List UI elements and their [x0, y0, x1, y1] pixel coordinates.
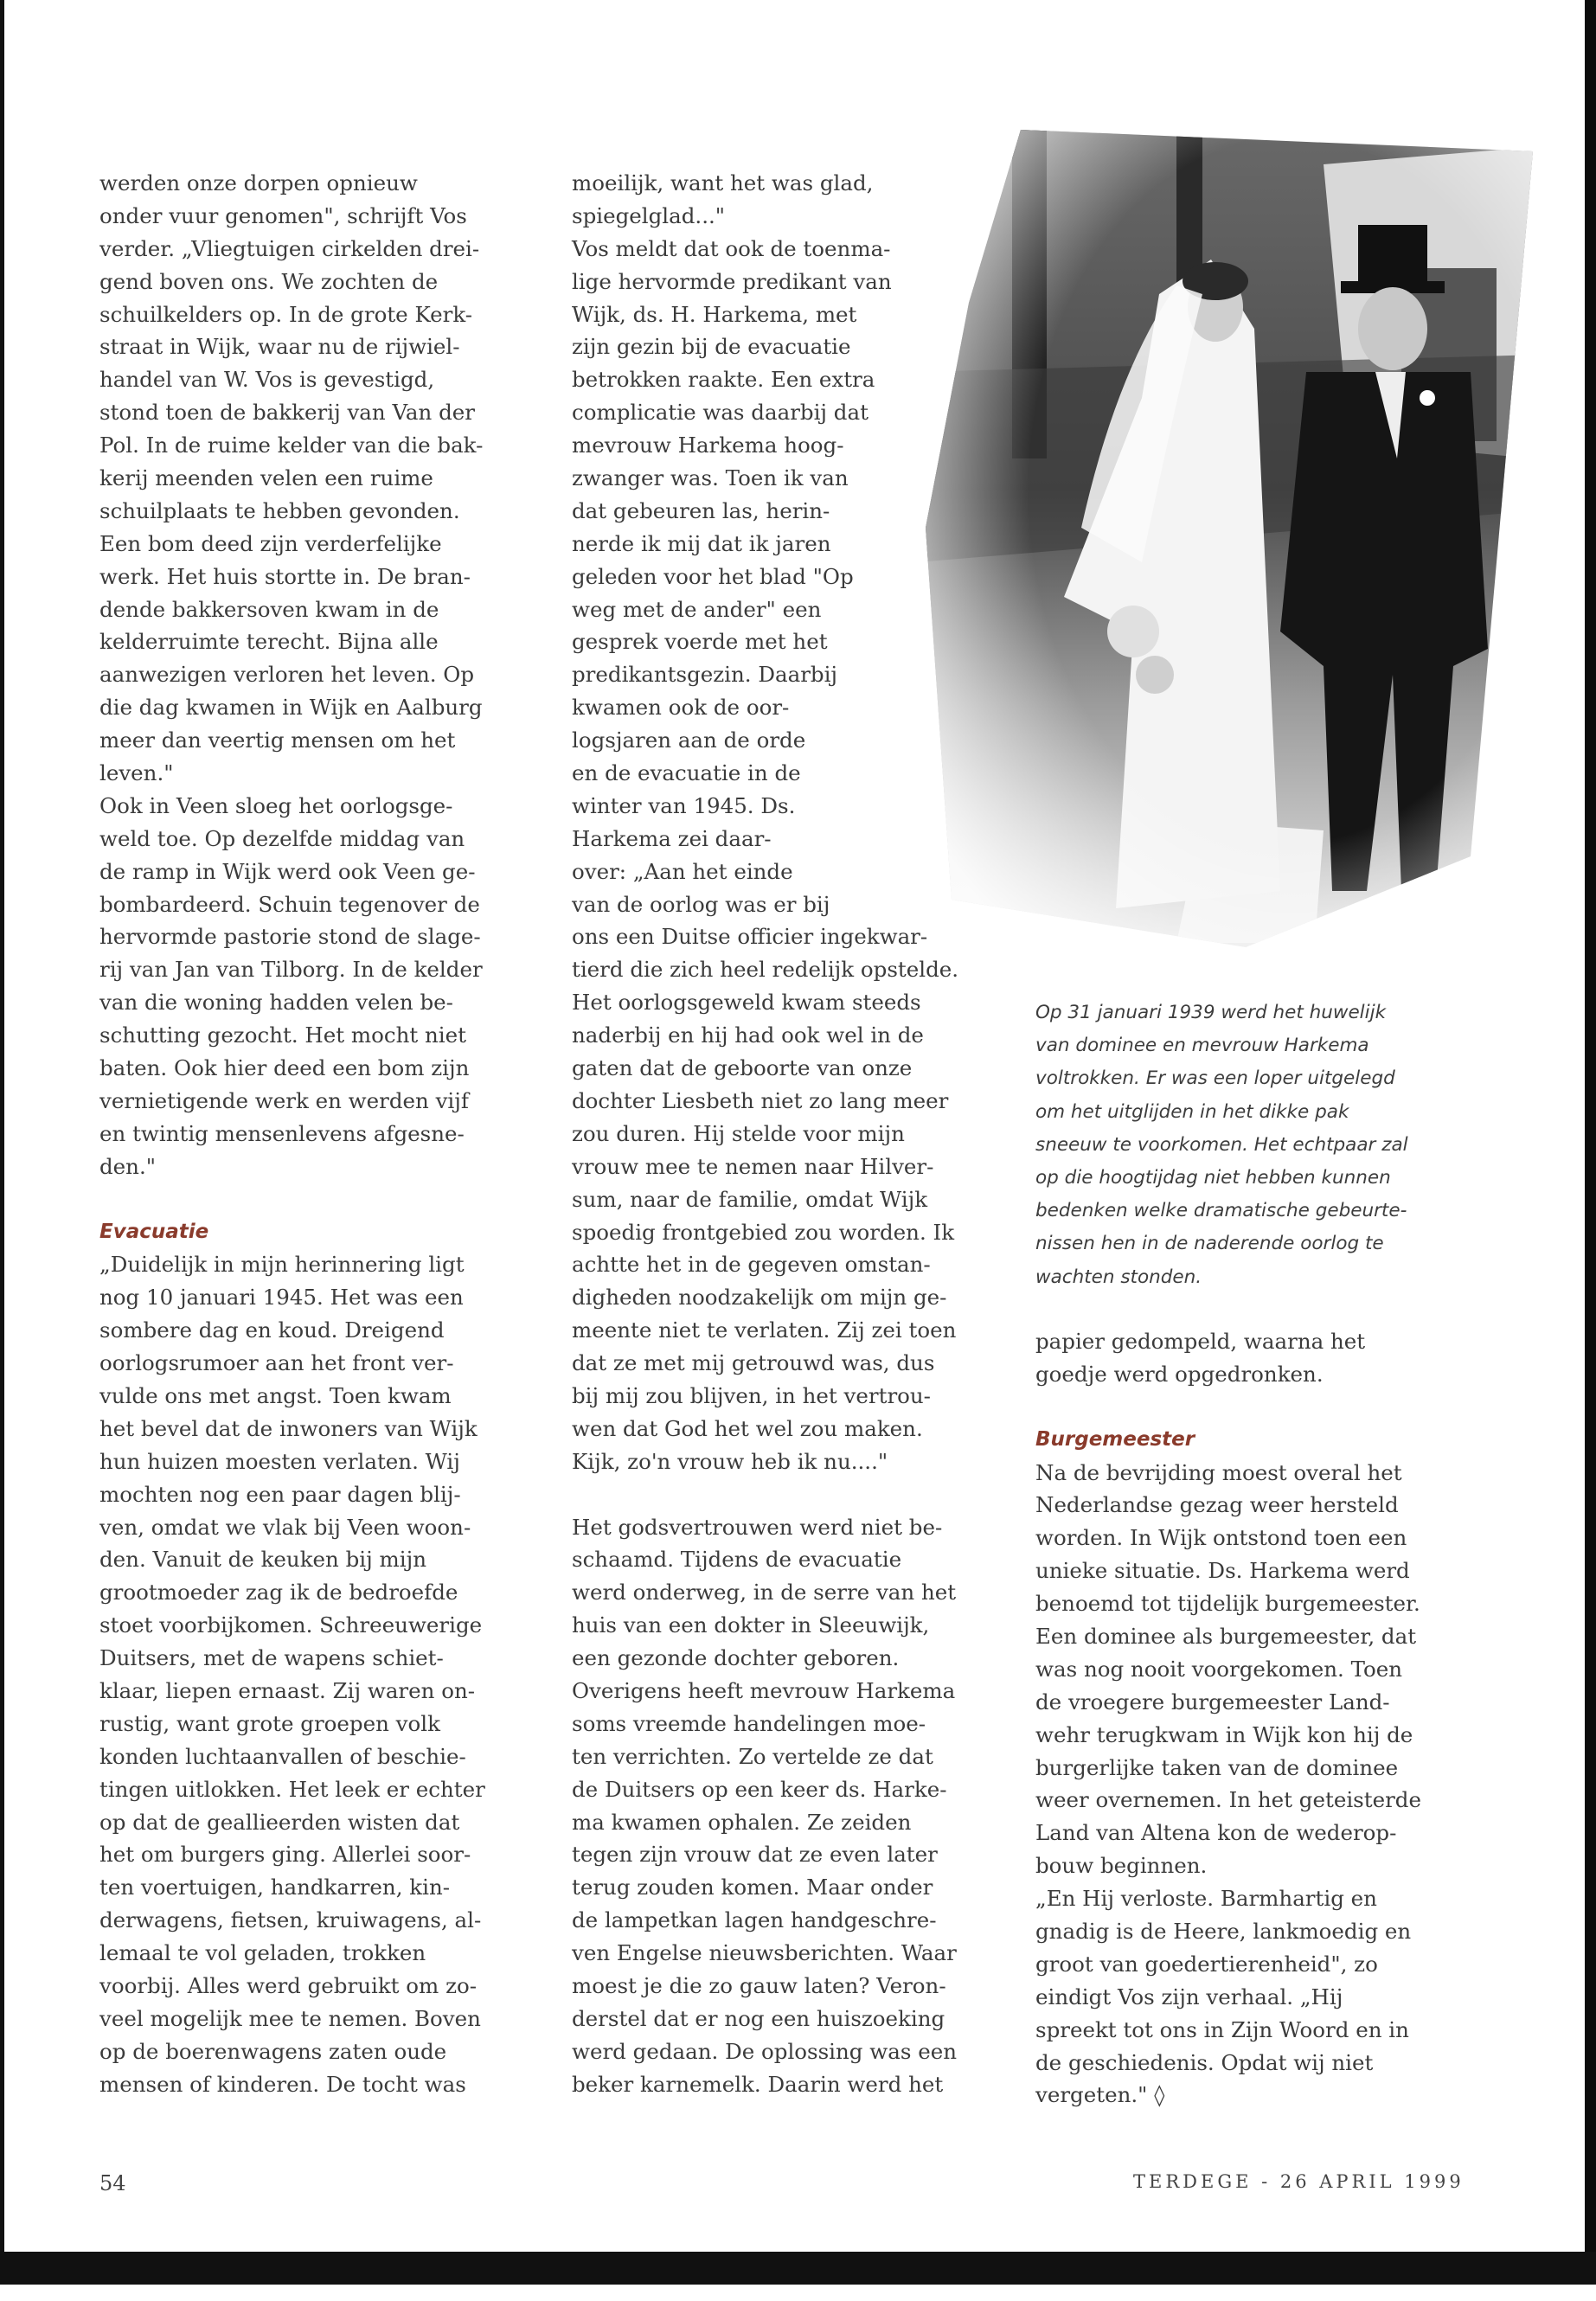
- text-line: ten voertuigen, handkarren, kin-: [99, 1875, 451, 1900]
- text-line: sombere dag en koud. Dreigend: [99, 1317, 445, 1343]
- text-line: voltrokken. Er was een loper uitgelegd: [1035, 1067, 1395, 1090]
- text-line: was nog nooit voorgekomen. Toen: [1035, 1656, 1403, 1682]
- text-line: over: „Aan het einde: [572, 858, 793, 884]
- text-line: lemaal te vol geladen, trokken: [99, 1940, 426, 1966]
- text-line: het om burgers ging. Allerlei soor-: [99, 1842, 471, 1868]
- text-line: achtte het in de gegeven omstan-: [572, 1252, 931, 1278]
- text-line: die dag kwamen in Wijk en Aalburg: [99, 695, 483, 721]
- text-line: hervormde pastorie stond de slage-: [99, 924, 481, 950]
- text-line: werd gedaan. De oplossing was een: [572, 2038, 957, 2064]
- text-line: en de evacuatie in de: [572, 760, 801, 786]
- text-line: groot van goedertierenheid", zo: [1035, 1951, 1378, 1977]
- text-line: op dat de geallieerden wisten dat: [99, 1809, 460, 1835]
- text-line: weld toe. Op dezelfde middag van: [99, 825, 465, 851]
- text-line: benoemd tot tijdelijk burgemeester.: [1035, 1591, 1420, 1617]
- text-line: gend boven ons. We zochten de: [99, 268, 439, 294]
- scan-border-right: [1585, 0, 1596, 2275]
- text-line: soms vreemde handelingen moe-: [572, 1710, 926, 1736]
- text-line: klaar, liepen ernaast. Zij waren on-: [99, 1677, 476, 1703]
- text-line: de vroegere burgemeester Land-: [1035, 1689, 1390, 1715]
- text-line: ons een Duitse officier ingekwar-: [572, 924, 928, 950]
- text-line: spiegelglad...": [572, 202, 726, 228]
- text-line: straat in Wijk, waar nu de rijwiel-: [99, 334, 460, 360]
- text-line: Het godsvertrouwen werd niet be-: [572, 1514, 943, 1540]
- text-line: de Duitsers op een keer ds. Harke-: [572, 1776, 947, 1802]
- text-line: kerij meenden velen een ruime: [99, 465, 433, 491]
- text-line: moest je die zo gauw laten? Veron-: [572, 1972, 946, 1998]
- text-line: sneeuw te voorkomen. Het echtpaar zal: [1035, 1133, 1408, 1156]
- text-line: digheden noodzakelijk om mijn ge-: [572, 1285, 947, 1311]
- text-line: weg met de ander" een: [572, 596, 822, 622]
- text-line: werd onderweg, in de serre van het: [572, 1580, 957, 1606]
- text-line: naderbij en hij had ook wel in de: [572, 1022, 924, 1048]
- text-line: winter van 1945. Ds.: [572, 792, 796, 818]
- text-line: zou duren. Hij stelde voor mijn: [572, 1120, 905, 1146]
- text-line: Een bom deed zijn verderfelijke: [99, 530, 442, 556]
- text-line: wehr terugkwam in Wijk kon hij de: [1035, 1721, 1413, 1747]
- text-line: burgerlijke taken van de dominee: [1035, 1754, 1399, 1780]
- text-line: handel van W. Vos is gevestigd,: [99, 367, 435, 393]
- text-line: Vos meldt dat ook de toenma-: [572, 235, 891, 261]
- text-line: Overigens heeft mevrouw Harkema: [572, 1677, 956, 1703]
- text-line: baten. Ook hier deed een bom zijn: [99, 1055, 470, 1081]
- text-line: ma kwamen ophalen. Ze zeiden: [572, 1809, 912, 1835]
- text-line: meente niet te verlaten. Zij zei toen: [572, 1317, 957, 1343]
- text-line: wen dat God het wel zou maken.: [572, 1415, 923, 1441]
- text-line: de ramp in Wijk werd ook Veen ge-: [99, 858, 476, 884]
- text-line: veel mogelijk mee te nemen. Boven: [99, 2005, 481, 2031]
- text-line: worden. In Wijk ontstond toen een: [1035, 1525, 1407, 1551]
- text-line: „Duidelijk in mijn herinnering ligt: [99, 1252, 465, 1278]
- text-line: nerde ik mij dat ik jaren: [572, 530, 831, 556]
- blank-line: [572, 1478, 958, 1511]
- text-line: werden onze dorpen opnieuw: [99, 170, 418, 195]
- text-line: den.": [99, 1153, 157, 1179]
- text-line: leven.": [99, 760, 174, 786]
- text-line: oorlogsrumoer aan het front ver-: [99, 1350, 454, 1376]
- text-line: vrouw mee te nemen naar Hilver-: [572, 1153, 934, 1179]
- text-line: stoet voorbijkomen. Schreeuwerige: [99, 1612, 483, 1638]
- text-line: moeilijk, want het was glad,: [572, 170, 874, 195]
- text-line: en twintig mensenlevens afgesne-: [99, 1120, 465, 1146]
- text-line: kwamen ook de oor-: [572, 695, 790, 721]
- text-line: rustig, want grote groepen volk: [99, 1710, 440, 1736]
- text-line: schutting gezocht. Het mocht niet: [99, 1022, 466, 1048]
- text-line: mevrouw Harkema hoog-: [572, 433, 844, 458]
- text-line: kelderruimte terecht. Bijna alle: [99, 629, 439, 655]
- text-line: Wijk, ds. H. Harkema, met: [572, 301, 857, 327]
- text-line: betrokken raakte. Een extra: [572, 367, 875, 393]
- text-line: Pol. In de ruime kelder van die bak-: [99, 433, 484, 458]
- text-line: mochten nog een paar dagen blij-: [99, 1481, 461, 1507]
- text-line: van de oorlog was er bij: [572, 891, 830, 917]
- text-line: ten verrichten. Zo vertelde ze dat: [572, 1743, 933, 1769]
- text-line: stond toen de bakkerij van Van der: [99, 400, 475, 426]
- text-line: dat gebeuren las, herin-: [572, 497, 830, 523]
- text-line: logsjaren aan de orde: [572, 727, 806, 753]
- text-line: huis van een dokter in Sleeuwijk,: [572, 1612, 930, 1638]
- text-line: tegen zijn vrouw dat ze even later: [572, 1842, 938, 1868]
- scan-border-bottom: [0, 2252, 1596, 2285]
- text-line: terug zouden komen. Maar onder: [572, 1875, 933, 1900]
- text-line: „En Hij verloste. Barmhartig en: [1035, 1886, 1377, 1912]
- text-line: den. Vanuit de keuken bij mijn: [99, 1547, 426, 1573]
- text-line: spoedig frontgebied zou worden. Ik: [572, 1219, 955, 1245]
- text-line: ven, omdat we vlak bij Veen woon-: [99, 1514, 471, 1540]
- text-line: tierd die zich heel redelijk opstelde.: [572, 957, 959, 983]
- text-line: gesprek voerde met het: [572, 629, 828, 655]
- text-line: gnadig is de Heere, lankmoedig en: [1035, 1919, 1412, 1945]
- text-line: hun huizen moesten verlaten. Wij: [99, 1448, 460, 1474]
- text-line: schaamd. Tijdens de evacuatie: [572, 1547, 902, 1573]
- article-column-1: [99, 167, 485, 2101]
- text-line: papier gedompeld, waarna het: [1035, 1329, 1366, 1354]
- text-line: Na de bevrijding moest overal het: [1035, 1459, 1402, 1485]
- page-number: 54: [99, 2171, 126, 2195]
- text-line: Nederlandse gezag weer hersteld: [1035, 1492, 1399, 1518]
- text-line: Een dominee als burgemeester, dat: [1035, 1624, 1417, 1650]
- text-line: bombardeerd. Schuin tegenover de: [99, 891, 480, 917]
- text-line: vernietigende werk en werden vijf: [99, 1087, 469, 1113]
- text-line: onder vuur genomen", schrijft Vos: [99, 202, 467, 228]
- text-line: complicatie was daarbij dat: [572, 400, 869, 426]
- article-column-3: [1035, 1325, 1421, 2112]
- text-line: derstel dat er nog een huiszoeking: [572, 2005, 945, 2031]
- text-line: eindigt Vos zijn verhaal. „Hij: [1035, 1984, 1343, 2009]
- issue-line: TERDEGE - 26 APRIL 1999: [1133, 2171, 1465, 2192]
- text-line: de lampetkan lagen handgeschre-: [572, 1907, 937, 1933]
- text-line: Land van Altena kon de wederop-: [1035, 1820, 1397, 1846]
- article-column-2: [572, 167, 958, 2101]
- text-line: spreekt tot ons in Zijn Woord en in: [1035, 2016, 1409, 2042]
- text-line: bij mij zou blijven, in het vertrou-: [572, 1382, 931, 1408]
- text-line: weer overnemen. In het geteisterde: [1035, 1787, 1421, 1813]
- blank-line: [1035, 1391, 1421, 1424]
- text-line: voorbij. Alles werd gebruikt om zo-: [99, 1972, 477, 1998]
- text-line: werk. Het huis stortte in. De bran-: [99, 563, 471, 589]
- text-line: grootmoeder zag ik de bedroefde: [99, 1580, 458, 1606]
- scan-border-left: [0, 0, 4, 2258]
- text-line: een gezonde dochter geboren.: [572, 1645, 900, 1671]
- text-line: mensen of kinderen. De tocht was: [99, 2071, 466, 2097]
- text-line: beker karnemelk. Daarin werd het: [572, 2071, 944, 2097]
- text-line: verder. „Vliegtuigen cirkelden drei-: [99, 235, 480, 261]
- text-line: nog 10 januari 1945. Het was een: [99, 1285, 464, 1311]
- text-line: wachten stonden.: [1035, 1266, 1202, 1288]
- text-line: bedenken welke dramatische gebeurte-: [1035, 1200, 1407, 1222]
- text-line: dende bakkersoven kwam in de: [99, 596, 439, 622]
- text-line: Kijk, zo'n vrouw heb ik nu....": [572, 1448, 888, 1474]
- section-heading: Burgemeester: [1035, 1427, 1195, 1451]
- text-line: zwanger was. Toen ik van: [572, 465, 849, 491]
- text-line: op die hoogtijdag niet hebben kunnen: [1035, 1166, 1391, 1189]
- text-line: ven Engelse nieuwsberichten. Waar: [572, 1940, 957, 1966]
- text-line: rij van Jan van Tilborg. In de kelder: [99, 957, 483, 983]
- text-line: van dominee en mevrouw Harkema: [1035, 1035, 1369, 1057]
- text-line: Ook in Veen sloeg het oorlogsge-: [99, 792, 453, 818]
- text-line: geleden voor het blad "Op: [572, 563, 854, 589]
- text-line: schuilkelders op. In de grote Kerk-: [99, 301, 473, 327]
- text-line: op de boerenwagens zaten oude: [99, 2038, 447, 2064]
- text-line: de geschiedenis. Opdat wij niet: [1035, 2049, 1374, 2075]
- text-line: Op 31 januari 1939 werd het huwelijk: [1035, 1002, 1387, 1023]
- photo-caption: [1035, 997, 1408, 1294]
- text-line: aanwezigen verloren het leven. Op: [99, 662, 475, 688]
- blank-line: [99, 1183, 485, 1216]
- text-line: gaten dat de geboorte van onze: [572, 1055, 913, 1081]
- text-line: konden luchtaanvallen of beschie-: [99, 1743, 466, 1769]
- text-line: zijn gezin bij de evacuatie: [572, 334, 851, 360]
- text-line: dat ze met mij getrouwd was, dus: [572, 1350, 935, 1376]
- text-line: het bevel dat de inwoners van Wijk: [99, 1415, 478, 1441]
- text-line: derwagens, fietsen, kruiwagens, al-: [99, 1907, 482, 1933]
- text-line: vergeten." ◊: [1035, 2082, 1165, 2108]
- text-line: Het oorlogsgeweld kwam steeds: [572, 990, 921, 1016]
- text-line: Harkema zei daar-: [572, 825, 772, 851]
- text-line: om het uitglijden in het dikke pak: [1035, 1100, 1349, 1123]
- text-line: dochter Liesbeth niet zo lang meer: [572, 1087, 949, 1113]
- text-line: Duitsers, met de wapens schiet-: [99, 1645, 444, 1671]
- text-line: nissen hen in de naderende oorlog te: [1035, 1233, 1384, 1255]
- text-line: unieke situatie. Ds. Harkema werd: [1035, 1558, 1410, 1584]
- text-line: predikantsgezin. Daarbij: [572, 662, 838, 688]
- section-heading: Evacuatie: [99, 1220, 209, 1243]
- text-line: lige hervormde predikant van: [572, 268, 892, 294]
- text-line: van die woning hadden velen be-: [99, 990, 453, 1016]
- text-line: bouw beginnen.: [1035, 1853, 1208, 1879]
- text-line: vulde ons met angst. Toen kwam: [99, 1382, 452, 1408]
- wedding-photo: [917, 112, 1540, 952]
- text-line: meer dan veertig mensen om het: [99, 727, 456, 753]
- text-line: goedje werd opgedronken.: [1035, 1361, 1324, 1387]
- text-line: tingen uitlokken. Het leek er echter: [99, 1776, 485, 1802]
- text-line: schuilplaats te hebben gevonden.: [99, 497, 460, 523]
- text-line: sum, naar de familie, omdat Wijk: [572, 1186, 928, 1212]
